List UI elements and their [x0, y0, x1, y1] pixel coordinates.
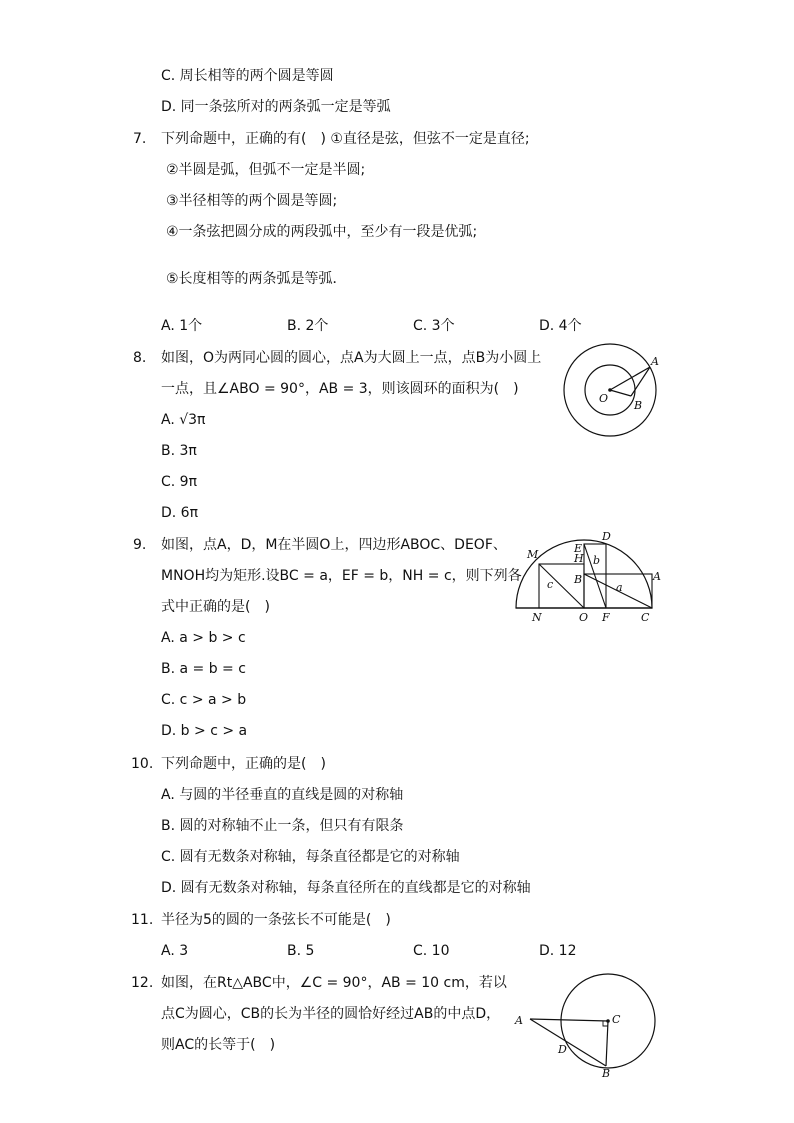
q12-stem-line3: 则AC的长等于( ): [161, 1037, 276, 1053]
q11-stem: 半径为5的圆的一条弦长不可能是( ): [161, 912, 391, 928]
q12-center-point: [606, 1019, 610, 1023]
q11-number: 11.: [131, 912, 154, 928]
q9-label-M: M: [527, 548, 539, 561]
q9-diagonal-NH: [539, 564, 584, 608]
q8-number: 8.: [133, 350, 147, 366]
q9-label-C: C: [641, 611, 650, 624]
q11-option-d: D. 12: [539, 943, 577, 959]
q8-option-d: D. 6π: [161, 505, 199, 521]
q9-stem-line2: MNOH均为矩形.设BC = a，EF = b，NH = c，则下列各: [161, 568, 522, 584]
q10-option-c: C. 圆有无数条对称轴，每条直径都是它的对称轴: [161, 849, 460, 865]
q7-option-a: A. 1个: [161, 318, 203, 334]
q7-number: 7.: [133, 131, 147, 147]
q9-figure-semicircle: [512, 530, 662, 625]
q9-option-c: C. c > a > b: [161, 692, 247, 708]
q9-label-N: N: [532, 611, 542, 624]
q7-option-b: B. 2个: [287, 318, 329, 334]
q9-label-D: D: [602, 530, 611, 543]
q12-label-D: D: [558, 1043, 567, 1056]
q9-number: 9.: [133, 537, 147, 553]
q12-label-B: B: [602, 1067, 611, 1080]
q9-option-d: D. b > c > a: [161, 723, 248, 739]
q10-option-d: D. 圆有无数条对称轴，每条直径所在的直线都是它的对称轴: [161, 880, 531, 896]
q9-label-B: B: [574, 573, 583, 586]
q12-segment-AB: [530, 1019, 606, 1066]
q7-option-d: D. 4个: [539, 318, 582, 334]
q8-center-point: [608, 388, 612, 392]
q8-option-b: B. 3π: [161, 443, 197, 459]
q12-stem-line1: 如图，在Rt△ABC中，∠C = 90°，AB = 10 cm，若以: [161, 975, 507, 991]
q10-stem: 下列命题中，正确的是( ): [161, 756, 326, 772]
q7-statement-2: ②半圆是弧，但弧不一定是半圆;: [166, 162, 366, 178]
q10-option-b: B. 圆的对称轴不止一条，但只有有限条: [161, 818, 404, 834]
q12-segment-AC: [530, 1019, 608, 1021]
q7-stem: 下列命题中，正确的有( ) ①直径是弦，但弦不一定是直径;: [161, 131, 530, 147]
q12-segment-CB: [606, 1021, 608, 1066]
q9-label-O: O: [579, 611, 589, 624]
q9-label-A: A: [653, 570, 661, 583]
q6-option-d: D. 同一条弦所对的两条弧一定是等弧: [161, 99, 391, 115]
q12-label-A: A: [515, 1014, 523, 1027]
q12-figure-right-triangle: [512, 968, 662, 1080]
q8-stem-line1: 如图，O为两同心圆的圆心，点A为大圆上一点，点B为小圆上: [161, 350, 542, 366]
q7-statement-4: ④一条弦把圆分成的两段弧中，至少有一段是优弧;: [166, 224, 478, 240]
q11-option-a: A. 3: [161, 943, 189, 959]
q8-stem-line2: 一点，且∠ABO = 90°，AB = 3，则该圆环的面积为( ): [161, 381, 519, 397]
q8-figure-concentric-circles: [562, 343, 662, 443]
q10-number: 10.: [131, 756, 154, 772]
q8-segment-OA: [610, 367, 650, 390]
q11-option-b: B. 5: [287, 943, 315, 959]
q8-label-B: B: [634, 399, 643, 412]
q12-number: 12.: [131, 975, 154, 991]
q9-option-b: B. a = b = c: [161, 661, 246, 677]
q6-option-c: C. 周长相等的两个圆是等圆: [161, 68, 334, 84]
q7-statement-5: ⑤长度相等的两条弧是等弧．: [166, 271, 347, 287]
q7-statement-3: ③半径相等的两个圆是等圆;: [166, 193, 338, 209]
q9-option-a: A. a > b > c: [161, 630, 246, 646]
q9-label-b: b: [593, 554, 601, 567]
q8-segment-OB: [610, 390, 631, 396]
q12-stem-line2: 点C为圆心，CB的长为半径的圆恰好经过AB的中点D，: [161, 1006, 501, 1022]
q9-stem-line3: 式中正确的是( ): [161, 599, 270, 615]
q8-label-O: O: [599, 392, 609, 405]
q8-option-a: A. √3π: [161, 412, 206, 428]
q9-label-E: E: [574, 542, 583, 555]
q12-label-C: C: [612, 1013, 621, 1026]
q9-stem-line1: 如图，点A，D，M在半圆O上，四边形ABOC、DEOF、: [161, 537, 507, 553]
q9-label-H: H: [574, 552, 584, 565]
q9-label-c: c: [547, 578, 554, 591]
q9-label-F: F: [602, 611, 610, 624]
q10-option-a: A. 与圆的半径垂直的直线是圆的对称轴: [161, 787, 404, 803]
q11-option-c: C. 10: [413, 943, 450, 959]
q8-option-c: C. 9π: [161, 474, 198, 490]
q9-label-a: a: [616, 581, 623, 594]
q8-label-A: A: [651, 355, 659, 368]
q7-option-c: C. 3个: [413, 318, 455, 334]
